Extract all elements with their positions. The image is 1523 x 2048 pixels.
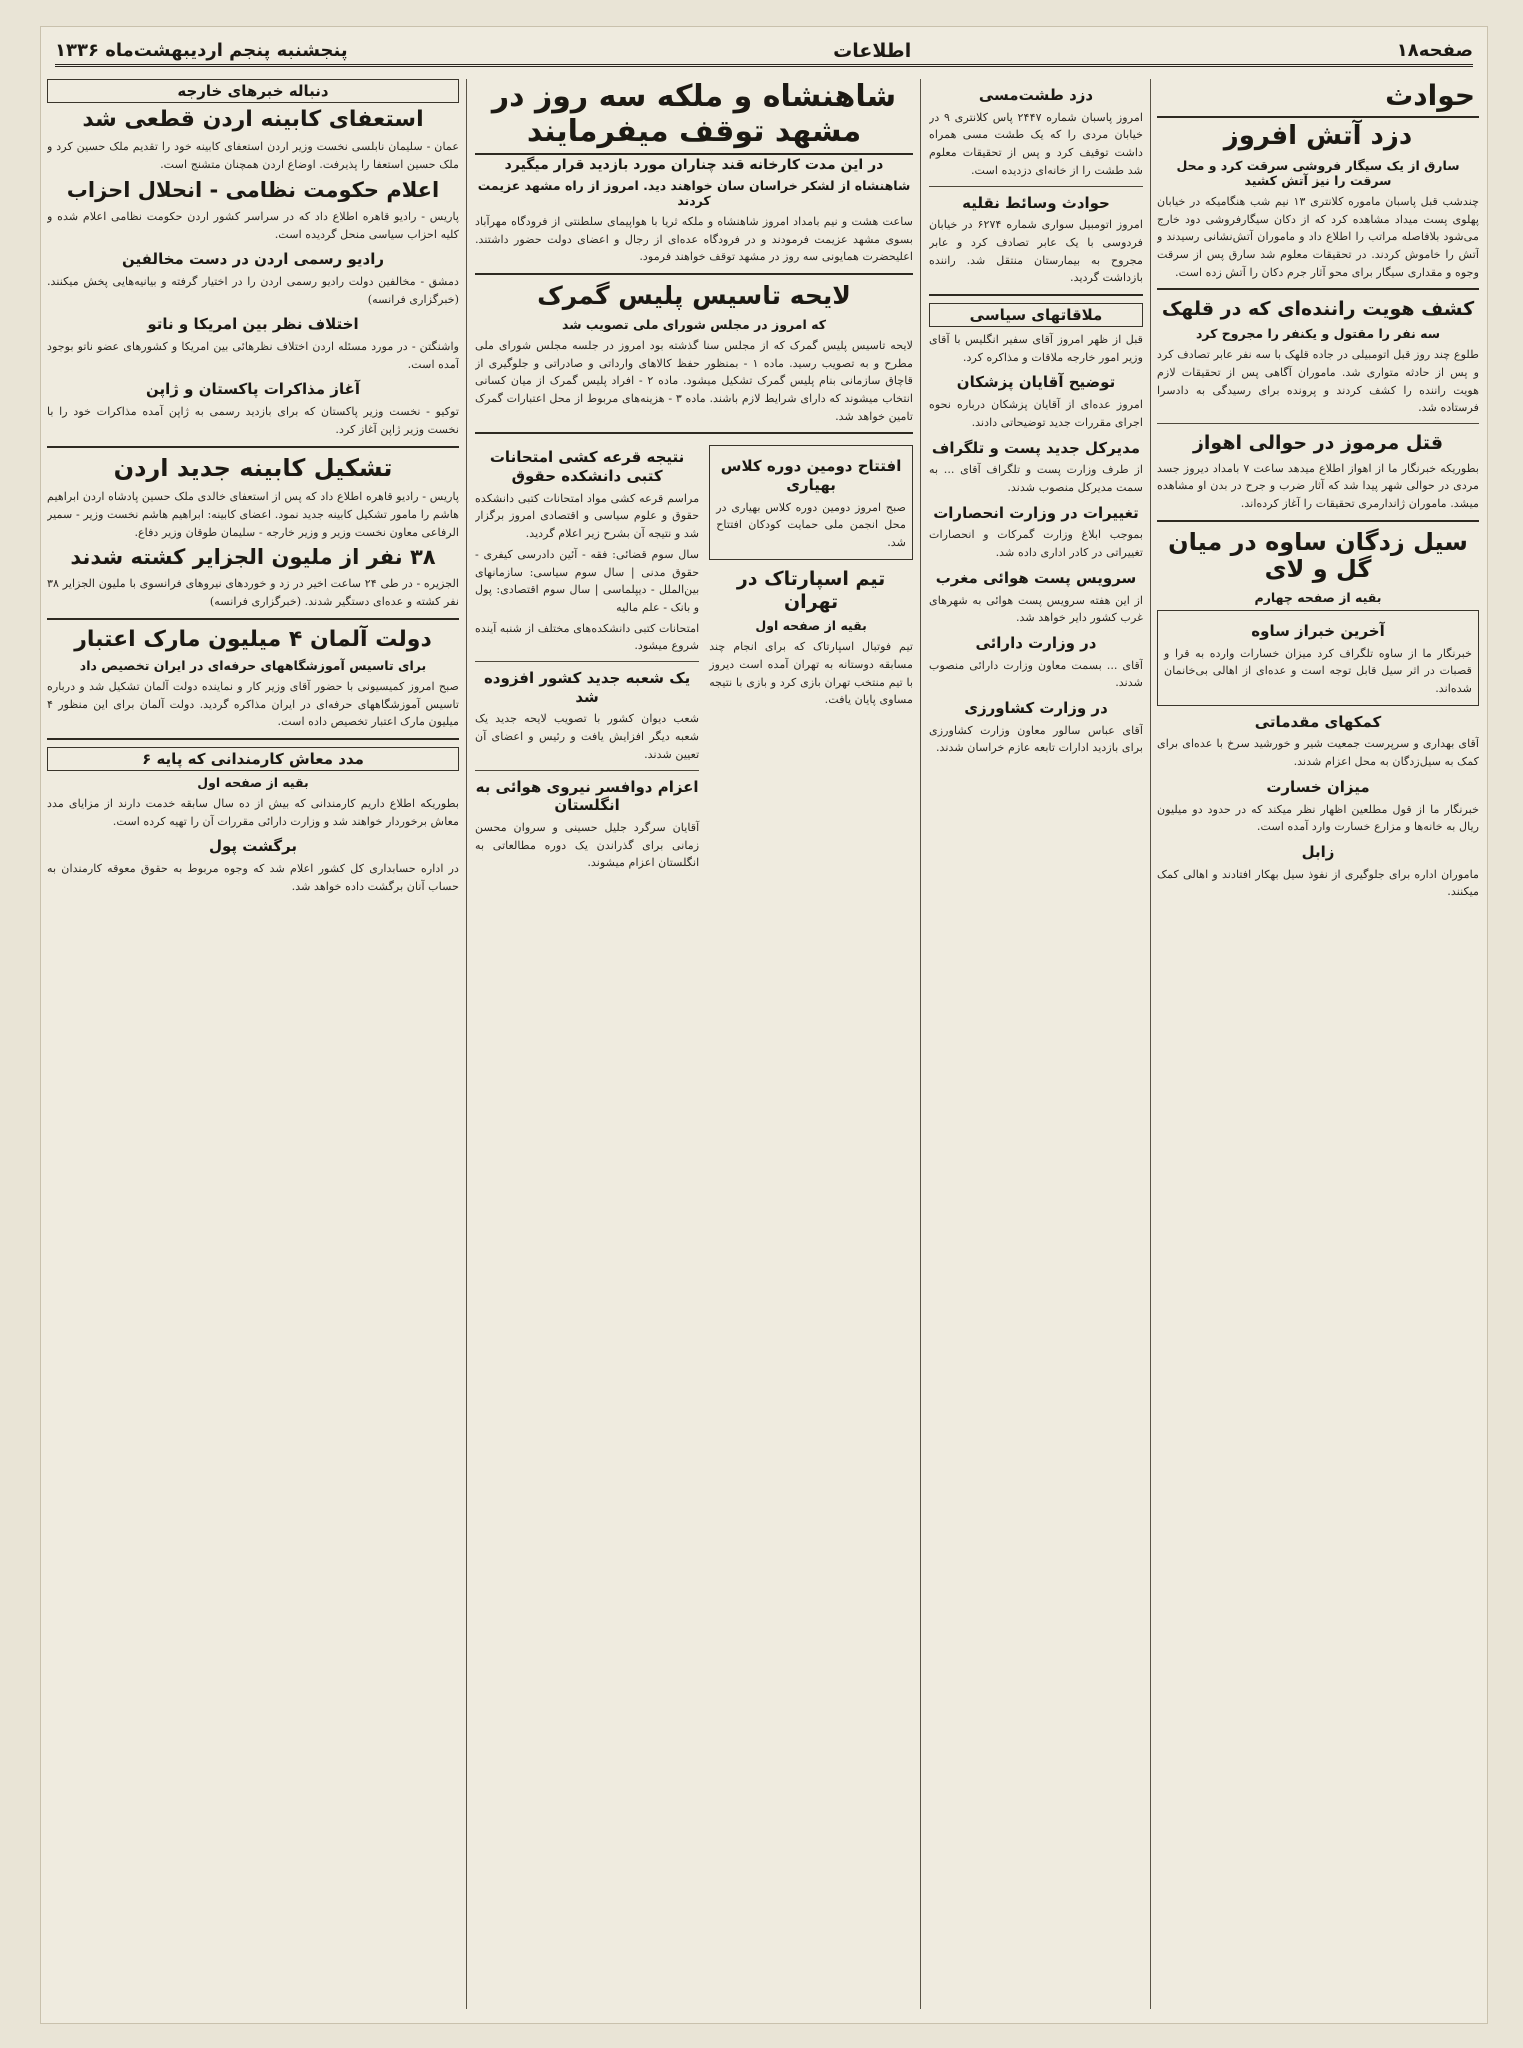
article-monopolies: بموجب ابلاغ وزارت گمرکات و انحصارات تغییراتی در کادر اداری داده شد. xyxy=(929,528,1143,560)
martial-law-headline: اعلام حکومت نظامی - انحلال احزاب xyxy=(66,177,440,202)
royal-subheadline: در این مدت کارخانه قند چناران مورد بازدید قرار میگیرد xyxy=(504,157,884,173)
headline-zabol: زابل xyxy=(1301,842,1335,861)
newspaper-page xyxy=(40,26,1488,2024)
jordan-cabinet-headline: استعفای کابینه اردن قطعی شد xyxy=(82,107,424,132)
headline-arson-thief: دزد آتش افروز xyxy=(1223,121,1413,151)
jordan-cabinet-article: عمان - سلیمان نابلسی نخست وزیر اردن استعفای کابینه خود را تقدیم ملک حسین کرد و ملک حسین استعفا را پذیرفت. اوضاع اردن همچنان متشنج است. xyxy=(47,140,459,171)
saveh-latest-title: آخرین خبراز ساوه xyxy=(1251,621,1385,640)
article-first-aid: آقای بهداری و سرپرست جمعیت شیر و خورشید سرخ با عده‌ای برای کمک به سیل‌زدگان به محل اعزام شدند. xyxy=(1157,737,1479,769)
customs-police-headline: لایحه تاسیس پلیس گمرک xyxy=(537,281,851,311)
column-foreign-news xyxy=(47,79,459,2009)
algeria-headline: ۳۸ نفر از ملیون الجزایر کشته شدند xyxy=(70,545,436,570)
article-arson-thief: چندشب قبل پاسبان ماموره کلانتری ۱۳ نیم شب هنگامیکه در خیابان پهلوی پست میداد مشاهده کرد که از دکان سیگارفروشی دود خارج می‌شود بلافاصله مراتب را اطلاع داد و ماموران آتش‌نشانی رسیدند و آتش را خاموش کردند. در تحقیقات معلوم شد سارق پس از سرقت وجوه و مقداری سیگار برای محو آثار جرم دکان را آتش زده است. xyxy=(1157,194,1479,279)
headline-damage: میزان خسارت xyxy=(1266,777,1370,796)
headline-first-aid: کمکهای مقدماتی xyxy=(1254,712,1382,731)
allowance-article: بطوریکه اطلاع داریم کارمندانی که بیش از ده سال سابقه خدمت دارند از مزایای مدد معاش برخوردار خواهند شد و وزارت دارائی مقررات آن را تهیه کرده است. xyxy=(47,797,459,828)
new-jordan-cabinet-article: پاریس - رادیو قاهره اطلاع داد که پس از استعفای خالدی ملک حسین پادشاه اردن ابراهیم هاشم را مامور تشکیل کابینه جدید نمود. اعضای کابینه: ابراهیم هاشم نخست وزیر - سمیر الرفاعی معاون نخست وزیر و وزیر خارجه - سلیمان طوقان وزیر دفاع. xyxy=(47,490,459,539)
article-post-director: از طرف وزارت پست و تلگراف آقای ... به سمت مدیرکل منصوب شدند. xyxy=(929,463,1143,494)
royal-banner-headline: شاهنشاه و ملکه سه روز در مشهد توقف میفرمایند xyxy=(475,79,913,155)
exam-note: امتحانات کتبی دانشکده‌های مختلف از شنبه آینده شروع میشود. xyxy=(475,621,700,653)
article-doctors: امروز عده‌ای از آقایان پزشکان درباره نحوه اجرای مقررات جدید توضیحاتی دادند. xyxy=(929,398,1143,429)
air-force-article: آقایان سرگرد جلیل حسینی و سروان محسن زمانی برای گذراندن یک دوره مطالعاتی به انگلستان اعزام میشوند. xyxy=(475,821,700,870)
headline-saveh-flood: سیل زدگان ساوه در میان گل و لای xyxy=(1168,527,1468,584)
paper-name: اطلاعات xyxy=(833,39,912,62)
allowance-headline: مدد معاش کارمندانی که پایه ۶ xyxy=(47,747,459,771)
article-agriculture: آقای عباس سالور معاون وزارت کشاورزی برای بازدید ادارات تابعه عازم خراسان شدند. xyxy=(929,723,1143,755)
headline-driver-identity: کشف هویت راننده‌ای که در قلهک xyxy=(1161,298,1475,321)
section-title-events: حوادث xyxy=(1157,79,1479,118)
foreign-news-section-title: دنباله خبرهای خارجه xyxy=(47,79,459,103)
spartak-continued-note: بقیه از صفحه اول xyxy=(755,618,867,634)
jordan-radio-article: دمشق - مخالفین دولت رادیو رسمی اردن را در اختیار گرفته و بیانیه‌هایی پخش میکنند. (خبرگزاری فرانسه) xyxy=(47,274,459,306)
masthead xyxy=(55,37,1473,67)
headline-finance-ministry: در وزارت دارائی xyxy=(975,633,1097,652)
allowance-continued-note: بقیه از صفحه اول xyxy=(197,775,309,791)
air-force-headline: اعزام دوافسر نیروی هوائی به انگلستان xyxy=(475,777,699,815)
column-events xyxy=(1157,79,1479,2009)
headline-monopolies: تغییرات در وزارت انحصارات xyxy=(933,503,1139,522)
us-nato-headline: اختلاف نظر بین امریکا و ناتو xyxy=(147,315,359,334)
article-finance-ministry: آقای ... بسمت معاون وزارت دارائی منصوب شدند. xyxy=(929,658,1143,690)
exam-list: سال سوم قضائی: فقه - آئین دادرسی کیفری - حقوق مدنی | سال سوم سیاسی: سازمانهای بین‌الملل - دیپلماسی | سال سوم اقتصادی: پول و بانک - علم مالیه xyxy=(475,547,700,614)
pakistan-japan-article: توکیو - نخست وزیر پاکستان که برای بازدید رسمی به ژاپن آمده مذاکرات خود را با نخست وزیر ژاپن آغاز کرد. xyxy=(47,405,459,436)
subheadline-arson-thief: سارق از یک سیگار فروشی سرقت کرد و محل سرقت را نیز آتش کشید xyxy=(1176,157,1460,188)
royal-article: ساعت هشت و نیم بامداد امروز شاهنشاه و ملکه ثریا با هواپیمای سلطنتی از فرودگاه مهرآباد بسوی مشهد عزیمت فرمودند و در فرودگاه عده‌ای از رجال و اعضای دولت حضور داشتند. اعلیحضرت همایونی سه روز در مشهد توقف خواهند فرمود. xyxy=(475,215,913,264)
headline-political-meetings: ملاقاتهای سیاسی xyxy=(929,303,1143,327)
customs-police-subheadline: که امروز در مجلس شورای ملی تصویب شد xyxy=(561,316,827,332)
headline-post-director: مدیرکل جدید پست و تلگراف xyxy=(931,438,1141,457)
center-lower-left xyxy=(475,441,699,875)
subheadline-driver-identity: سه نفر را مقتول و یکنفر را مجروح کرد xyxy=(1195,326,1440,342)
germany-credit-subheadline: برای تاسیس آموزشگاههای حرفه‌ای در ایران تخصیص داد xyxy=(79,658,427,674)
new-jordan-cabinet-headline: تشکیل کابینه جدید اردن xyxy=(113,453,393,482)
nursing-class-title: افتتاح دومین دوره کلاس بهیاری xyxy=(720,457,902,494)
saveh-latest-box xyxy=(1157,610,1479,706)
headline-copper-thief: دزد طشت‌مسی xyxy=(978,86,1094,104)
martial-law-article: پاریس - رادیو قاهره اطلاع داد که در سراسر کشور اردن حکومت نظامی اعلام شده و کلیه احزاب سیاسی منحل گردیده است. xyxy=(47,209,459,241)
royal-subheadline-2: شاهنشاه از لشکر خراسان سان خواهند دید. امروز از راه مشهد عزیمت کردند xyxy=(477,178,911,208)
court-branch-article: شعب دیوان کشور با تصویب لایحه جدید یک شعبه دیگر افزایش یافت و رئیس و اعضای آن تعیین شدند. xyxy=(475,712,700,761)
court-branch-headline: یک شعبه جدید کشور افزوده شد xyxy=(483,668,691,706)
jordan-radio-headline: رادیو رسمی اردن در دست مخالفین xyxy=(122,250,384,269)
exam-headline: نتیجه قرعه کشی امتحانات کتبی دانشکده حقوق xyxy=(489,448,685,485)
issue-date: پنجشنبه پنجم اردیبهشت‌ماه ۱۳۳۶ xyxy=(55,40,348,61)
algeria-article: الجزیره - در طی ۲۴ ساعت اخیر در زد و خوردهای نیروهای فرانسوی با ملیون الجزایر ۳۸ نفر کشته و عده‌ای دستگیر شدند. (خبرگزاری فرانسه) xyxy=(47,577,459,609)
headline-traffic: حوادث وسائط نقلیه xyxy=(962,193,1110,212)
germany-credit-article: صبح امروز کمیسیونی با حضور آقای وزیر کار و نماینده دولت آلمان تشکیل شد و درباره تاسیس آموزشگاههای حرفه‌ای در ایران مذاکره گردید. دولت آلمان برای این منظور ۴ میلیون مارک اعتبار تخصیص داده است. xyxy=(47,680,459,729)
exam-article: مراسم قرعه کشی مواد امتحانات کتبی دانشکده حقوق و علوم سیاسی و اقتصادی امروز برگزار شد و نتیجه آن بشرح زیر اعلام گردید. xyxy=(475,491,700,541)
center-lower-row xyxy=(475,441,913,875)
article-zabol: ماموران اداره برای جلوگیری از نفوذ سیل بهکار افتادند و اهالی کمک میکنند. xyxy=(1157,867,1479,899)
refund-headline: برگشت پول xyxy=(208,837,298,856)
spartak-article: تیم فوتبال اسپارتاک که برای انجام چند مسابقه دوستانه به تهران آمده است دیروز با تیم منتخب تهران بازی کرد و بازی با نتیجه مساوی پایان یافت. xyxy=(709,640,913,707)
article-driver-identity: طلوع چند روز قبل اتومبیلی در جاده قلهک با سه نفر عابر تصادف کرد و پس از حادثه متواری شد. ماموران آگاهی پس از تحقیقات لازم هویت راننده را کشف کردند و پرونده برای رسیدگی به دادسرا فرستاده شد. xyxy=(1157,348,1479,415)
nursing-class-box xyxy=(709,445,913,560)
article-copper-thief: امروز پاسبان شماره ۲۴۴۷ پاس کلانتری ۹ در خیابان مردی را که یک طشت مسی همراه داشت توقیف کرد و پس از تحقیقات معلوم شد طشت را از خانه‌ای دزدیده است. xyxy=(929,110,1143,177)
germany-credit-headline: دولت آلمان ۴ میلیون مارک اعتبار xyxy=(74,626,432,652)
column-center xyxy=(475,79,913,2009)
headline-air-mail: سرویس پست هوائی مغرب xyxy=(935,568,1137,587)
customs-police-article: لایحه تاسیس پلیس گمرک که از مجلس سنا گذشته بود امروز در جلسه مجلس شورای ملی مطرح و به تصویب رسید. ماده ۱ - بمنظور حفظ کالاهای وارداتی و صادراتی و جلوگیری از قاچاق سازمانی بنام پلیس گمرک تشکیل میشود. ماده ۲ - افراد پلیس گمرک از میان کسانی انتخاب میشوند که دارای شرایط لازم باشند. ماده ۳ - هزینه‌های مربوط از محل اعتبارات گمرک تامین خواهد شد. xyxy=(475,338,913,423)
article-traffic: امروز اتومبیل سواری شماره ۶۲۷۴ در خیابان فردوسی با یک عابر تصادف کرد و عابر مجروح به بیمارستان منتقل شد. راننده بازداشت گردید. xyxy=(929,218,1143,285)
column-misc xyxy=(929,79,1143,2009)
saveh-continued-note: بقیه از صفحه چهارم xyxy=(1254,589,1382,605)
headline-doctors: توضیح آقایان پزشکان xyxy=(956,373,1116,392)
page-number: صفحه۱۸ xyxy=(1396,40,1473,61)
article-ahvaz-murder: بطوریکه خبرنگار ما از اهواز اطلاع میدهد ساعت ۷ بامداد دیروز جسد مردی در حوالی شهر پیدا شد که آثار ضرب و جرح در بدن او مشاهده میشد. ماموران ژاندارمری تحقیقات را آغاز کرده‌اند. xyxy=(1157,461,1479,511)
nursing-class-body: صبح امروز دومین دوره کلاس بهیاری در محل انجمن ملی حمایت کودکان افتتاح شد. xyxy=(716,500,906,550)
pakistan-japan-headline: آغاز مذاکرات پاکستان و ژاپن xyxy=(146,380,360,399)
center-lower-right xyxy=(709,441,913,875)
headline-agriculture: در وزارت کشاورزی xyxy=(964,699,1108,717)
article-political-meetings: قبل از ظهر امروز آقای سفیر انگلیس با آقای وزیر امور خارجه ملاقات و مذاکره کرد. xyxy=(929,333,1143,364)
refund-article: در اداره حسابداری کل کشور اعلام شد که وجوه مربوط به حقوق معوقه کارمندان به حساب آنان برگشت داده خواهد شد. xyxy=(47,862,459,893)
article-damage: خبرنگار ما از قول مطلعین اظهار نظر میکند که در حدود دو میلیون ریال به خانه‌ها و مزارع خسارت وارد آمده است. xyxy=(1157,802,1479,834)
spartak-headline: تیم اسپارتاک در تهران xyxy=(736,567,886,613)
us-nato-article: واشنگتن - در مورد مسئله اردن اختلاف نظرهائی بین امریکا و کشورهای عضو ناتو بوجود آمده است. xyxy=(47,340,459,371)
article-air-mail: از این هفته سرویس پست هوائی به شهرهای غرب کشور دایر خواهد شد. xyxy=(929,593,1143,625)
headline-ahvaz-murder: قتل مرموز در حوالی اهواز xyxy=(1192,431,1444,454)
saveh-latest-body: خبرنگار ما از ساوه تلگراف کرد میزان خسارات وارده به قرا و قصبات در اثر سیل قابل توجه است و عده‌ای از اهالی بی‌خانمان شده‌اند. xyxy=(1164,646,1472,696)
